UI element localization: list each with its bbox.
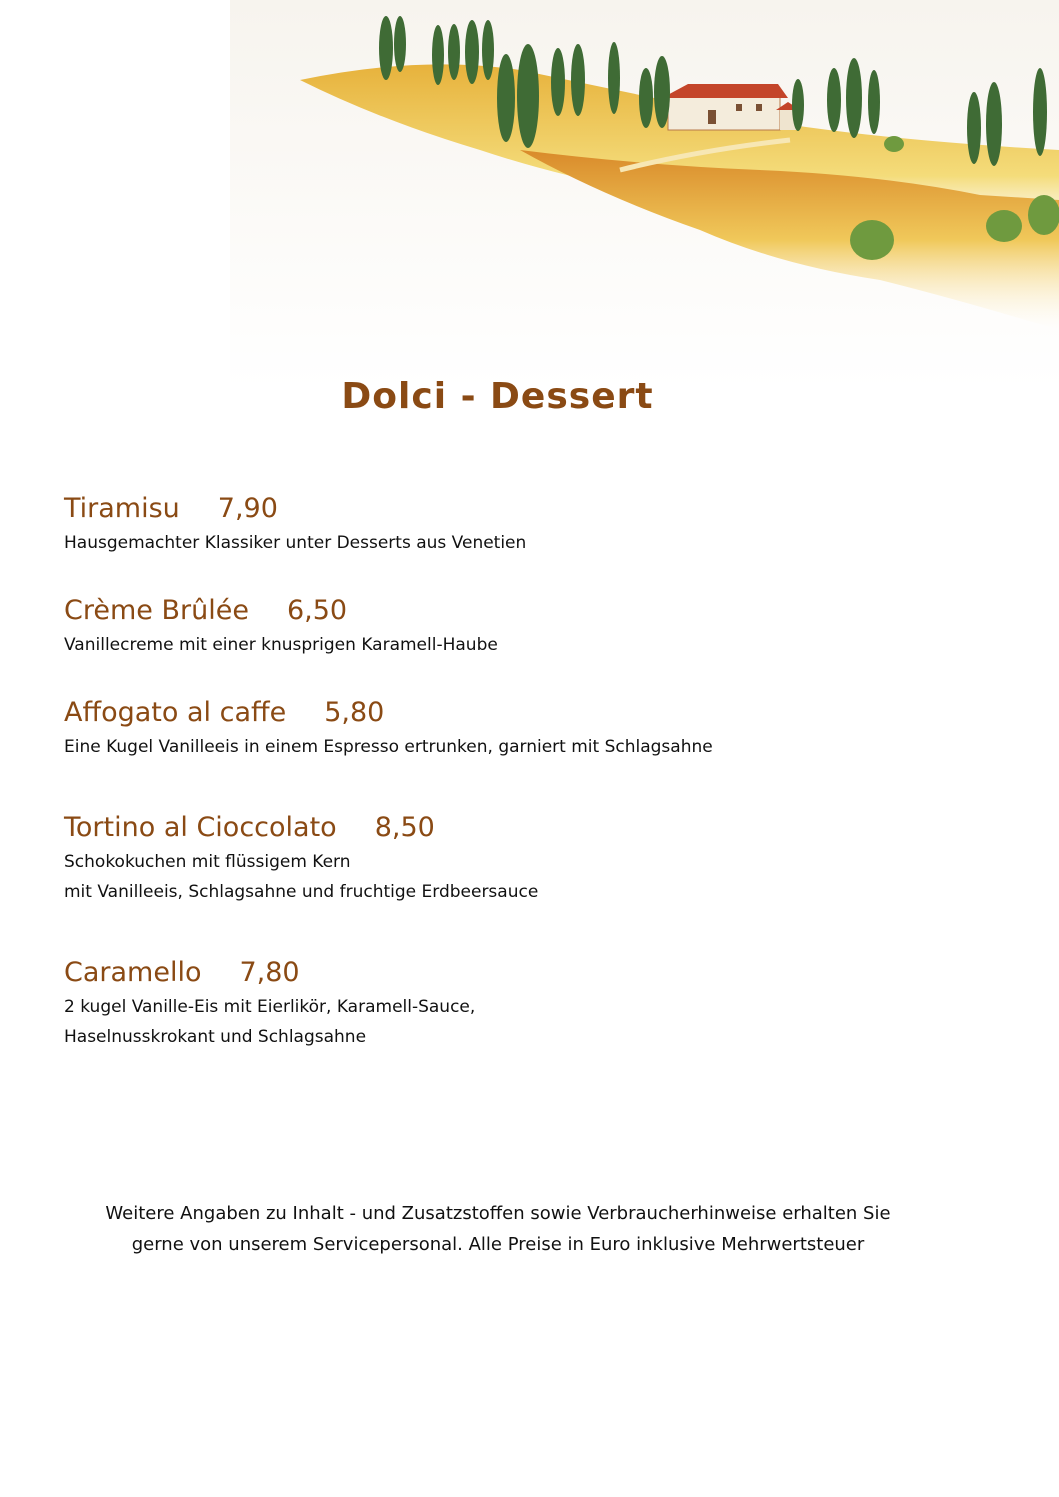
item-description: Eine Kugel Vanilleeis in einem Espresso ertrunken, garniert mit Schlagsahne [64, 737, 713, 757]
item-price: 7,90 [217, 493, 278, 524]
tuscan-landscape-illustration [0, 0, 1059, 390]
item-description: Schokokuchen mit flüssigem Kern [64, 852, 351, 872]
footer-note [0, 1198, 996, 1260]
item-name: Affogato al caffe [64, 697, 287, 728]
footer-line: Weitere Angaben zu Inhalt - und Zusatzstoffen sowie Verbraucherhinweise erhalten Sie [105, 1203, 891, 1224]
item-price: 8,50 [374, 812, 435, 843]
menu-item-creme-brulee [64, 594, 498, 660]
item-name: Tortino al Cioccolato [64, 812, 337, 843]
item-description: Hausgemachter Klassiker unter Desserts aus Venetien [64, 533, 527, 553]
item-name: Tiramisu [64, 493, 180, 524]
menu-title: Dolci - Dessert [341, 376, 654, 417]
menu-item-tiramisu [64, 492, 526, 558]
item-description: 2 kugel Vanille-Eis mit Eierlikör, Karamell-Sauce, [64, 997, 476, 1017]
footer-line: gerne von unserem Servicepersonal. Alle Preise in Euro inklusive Mehrwertsteuer [131, 1234, 865, 1255]
item-price: 7,80 [239, 957, 300, 988]
item-price: 6,50 [286, 595, 348, 626]
item-description: Haselnusskrokant und Schlagsahne [64, 1027, 367, 1047]
menu-item-tortino [64, 811, 538, 907]
menu-item-caramello [64, 956, 475, 1052]
item-description: mit Vanilleeis, Schlagsahne und fruchtige Erdbeersauce [64, 882, 539, 902]
item-name: Crème Brûlée [64, 595, 249, 626]
item-price: 5,80 [324, 697, 385, 728]
item-description: Vanillecreme mit einer knusprigen Karamell-Haube [64, 635, 498, 655]
farmhouse [662, 84, 800, 130]
item-name: Caramello [64, 957, 202, 988]
menu-item-affogato [64, 696, 713, 762]
